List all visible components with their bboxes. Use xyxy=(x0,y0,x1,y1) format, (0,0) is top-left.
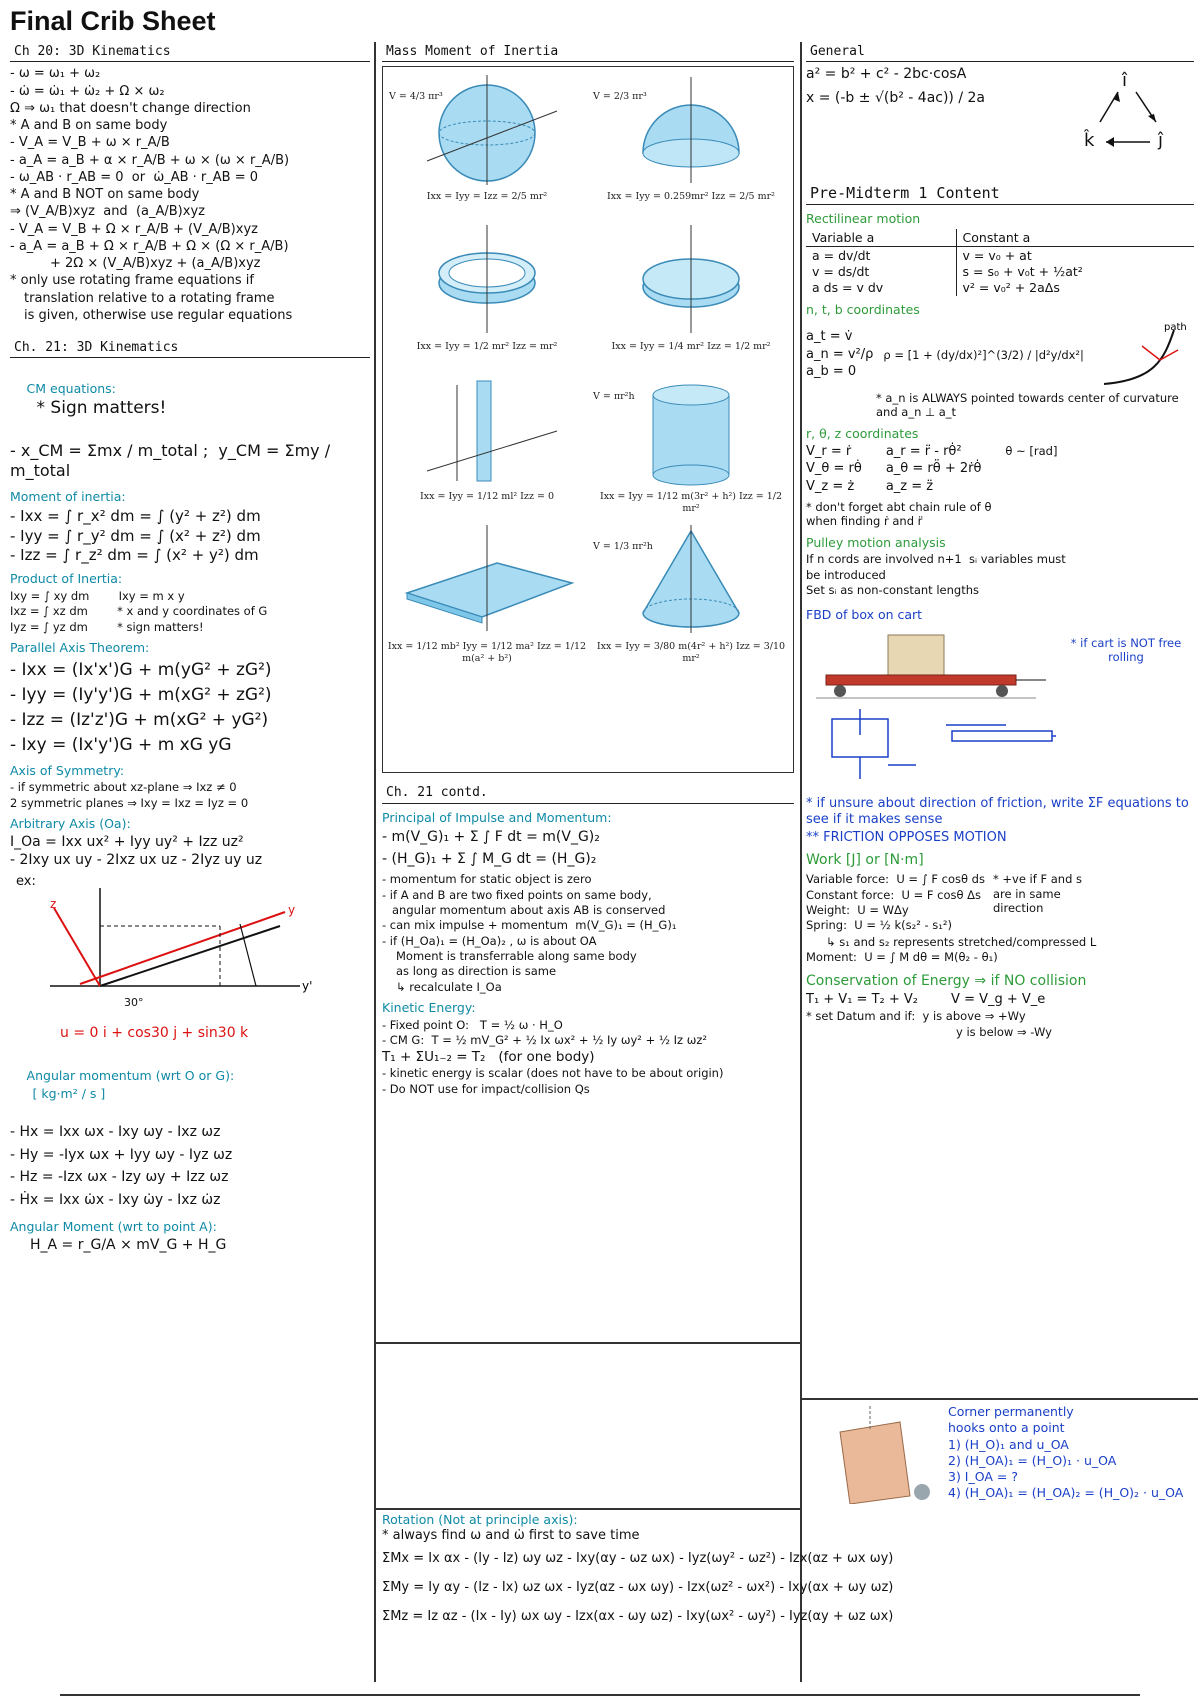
column-left xyxy=(10,44,370,1255)
column-right xyxy=(806,44,1194,1040)
pim-label: Principal of Impulse and Momentum: xyxy=(382,809,612,825)
caption-plate: Ixx = 1/12 mb² Iyy = 1/12 ma² Izz = 1/12 m(a² + b²) xyxy=(387,641,587,665)
work-line: Constant force: U = F cosθ Δs xyxy=(806,887,982,902)
pat-line: - Izz = (Iz'z')G + m(xG² + yG²) xyxy=(10,710,269,730)
angular-momentum-line: - Hy = -Iyx ωx + Iyy ωy - Iyz ωz xyxy=(10,1146,233,1163)
caption-sphere: Ixx = Iyy = Izz = 2/5 mr² xyxy=(426,191,548,203)
section-header-ch21: Ch. 21: 3D Kinematics xyxy=(10,340,370,358)
kin-line: - ω̇ = ω̇₁ + ω̇₂ + Ω × ω₂ xyxy=(10,83,165,99)
kin-line: translation relative to a rotating frame xyxy=(24,290,275,306)
kin-line: - ω = ω₁ + ω₂ xyxy=(10,66,101,82)
kin-line: - V_A = V_B + Ω × r_A/B + (V_A/B)xyz xyxy=(10,221,258,237)
corner-hook-section xyxy=(810,1404,1195,1508)
divider-col2-mid xyxy=(376,1342,800,1344)
caption-ring: Ixx = Iyy = 1/2 mr² Izz = mr² xyxy=(416,341,558,353)
pim-line: - m(V_G)₁ + Σ ∫ F dt = m(V_G)₂ xyxy=(382,829,600,846)
poi-line: Ixz = ∫ xz dm * x and y coordinates of G xyxy=(10,604,268,619)
rectilinear-table xyxy=(806,229,1194,297)
section-header-pre-midterm: Pre-Midterm 1 Content xyxy=(806,184,1194,205)
svg-text:y': y' xyxy=(302,978,313,993)
path-label: path xyxy=(1163,321,1187,333)
arbitrary-axis-line: I_Oa = Ixx ux² + Iyy uy² + Izz uz² xyxy=(10,833,244,850)
figure-disk xyxy=(591,221,791,367)
ke-label: Kinetic Energy: xyxy=(382,1000,476,1016)
ntb-line: a_n = v²/ρ xyxy=(806,346,874,362)
rtz-line: a_θ = rθ̈ + 2ṙθ̇ xyxy=(885,461,982,477)
mass-moment-figures xyxy=(382,66,794,773)
column-middle xyxy=(382,44,794,1097)
moi-line: - Izz = ∫ r_z² dm = ∫ (x² + y²) dm xyxy=(10,546,259,565)
table-cell: v² = v₀² + 2aΔs xyxy=(962,279,1060,295)
figure-ring xyxy=(387,221,587,367)
rtz-line: V_r = ṙ xyxy=(806,444,852,460)
section-header-ch21-contd: Ch. 21 contd. xyxy=(382,785,794,803)
cart-note: * if cart is NOT free rolling xyxy=(1070,636,1185,665)
pim-line: - if (H_Oa)₁ = (H_Oa)₂ , ω is about OA xyxy=(382,933,597,948)
pat-line: - Iyy = (Iy'y')G + m(xG² + zG²) xyxy=(10,684,272,705)
ke-line: T₁ + ΣU₁₋₂ = T₂ (for one body) xyxy=(382,1048,595,1065)
volume-hemisphere: V = 2/3 πr³ xyxy=(593,91,647,103)
cm-label: CM equations: xyxy=(26,380,116,396)
corner-line: 2) (H_OA)₁ = (H_O)₁ · u_OA xyxy=(948,1452,1117,1468)
friction-note: * if unsure about direction of friction, write ΣF equations to see if it makes sense xyxy=(806,796,1193,828)
example-angle: 30° xyxy=(124,995,144,1009)
angular-momentum-line: - Hz = -Izx ωx - Izy ωy + Izz ωz xyxy=(10,1169,229,1185)
pulley-line: If n cords are involved n+1 sᵢ variables must xyxy=(806,552,1066,567)
arbitrary-axis-label: Arbitrary Axis (Oa): xyxy=(10,815,131,831)
work-note: * +ve if F and s are in same direction xyxy=(992,872,1086,915)
pat-line: - Ixx = (Ix'x')G + m(yG² + zG²) xyxy=(10,659,272,680)
conservation-label: Conservation of Energy ⇒ if NO collision xyxy=(806,972,1087,989)
caption-cylinder: Ixx = Iyy = 1/12 m(3r² + h²) Izz = 1/2 mr² xyxy=(599,491,783,515)
divider-col-2 xyxy=(800,42,802,1682)
moi-line: - Ixx = ∫ r_x² dm = ∫ (y² + z²) dm xyxy=(10,506,261,525)
cm-note: * Sign matters! xyxy=(36,397,167,418)
symmetry-line: 2 symmetric planes ⇒ Ixy = Ixz = Iyz = 0 xyxy=(10,795,249,810)
fbd-diagram xyxy=(806,705,1056,795)
work-line: ↳ s₁ and s₂ represents stretched/compressed L xyxy=(826,934,1097,949)
angular-momentum-label: Angular momentum (wrt O or G): xyxy=(26,1068,235,1084)
j-hat: ĵ xyxy=(1158,130,1164,152)
volume-cone: V = 1/3 πr²h xyxy=(593,541,653,553)
corner-line: 3) I_OA = ? xyxy=(948,1469,1018,1484)
ke-line: - CM G: T = ½ mV_G² + ½ Ix ωx² + ½ Iy ωy² + ½ Iz ωz² xyxy=(382,1033,708,1048)
cycle-arrows-icon xyxy=(1084,70,1174,160)
quadratic-formula: x = (-b ± √(b² - 4ac)) / 2a xyxy=(806,89,985,106)
poi-label: Product of Inertia: xyxy=(10,571,123,587)
work-line: Weight: U = WΔy xyxy=(806,903,909,917)
axis-example-diagram xyxy=(10,874,350,1024)
rtz-line: V_θ = rθ̇ xyxy=(806,461,862,477)
divider-col3-low xyxy=(802,1398,1198,1400)
moi-label: Moment of inertia: xyxy=(10,489,126,505)
ke-line: - Fixed point O: T = ½ ω · H_O xyxy=(382,1017,563,1032)
chain-note: * don't forget abt chain rule of θ when finding ṙ and r̈ xyxy=(806,499,996,529)
arbitrary-axis-line: - 2Ixy ux uy - 2Ixz ux uz - 2Iyz uy uz xyxy=(10,852,263,868)
moi-line: - Iyy = ∫ r_y² dm = ∫ (x² + z²) dm xyxy=(10,526,261,545)
angular-momentum-units: [ kg·m² / s ] xyxy=(32,1085,106,1101)
ntb-line: a_b = 0 xyxy=(806,363,857,379)
work-line: Moment: U = ∫ M dθ = M(θ₂ - θ₁) xyxy=(806,950,998,965)
fbd-figure xyxy=(806,625,1194,795)
ke-line: - Do NOT use for impact/collision Qs xyxy=(382,1081,590,1096)
pim-line: - can mix impulse + momentum m(V_G)₁ = (H_G)₁ xyxy=(382,918,677,933)
section-header-3d-kinematics: Ch 20: 3D Kinematics xyxy=(10,44,370,62)
datum-note: * set Datum and if: y is above ⇒ +Wy xyxy=(806,1009,1026,1024)
conservation-eq: T₁ + V₁ = T₂ + V₂ V = V_g + V_e xyxy=(806,992,1046,1007)
rtz-line: a_z = z̈ xyxy=(885,478,934,494)
figure-hemisphere xyxy=(591,71,791,217)
rotation-eq-y: ΣMy = Iy αy - (Iz - Ix) ωz ωx - Iyz(αz - ωx ωy) - Izx(ωz² - ωx²) - Ixy(αx + ωy ωz) xyxy=(382,1580,894,1595)
cosine-law: a² = b² + c² - 2bc·cosA xyxy=(806,66,967,83)
pim-line: ↳ recalculate I_Oa xyxy=(396,979,502,994)
volume-sphere: V = 4/3 πr³ xyxy=(389,91,443,103)
kinematics-lines xyxy=(10,66,370,324)
caption-cone: Ixx = Iyy = 3/80 m(4r² + h²) Izz = 3/10 mr² xyxy=(596,641,786,665)
cart-diagram xyxy=(806,625,1056,705)
pim-line: as long as direction is same xyxy=(396,964,557,979)
corner-line: Corner permanently xyxy=(948,1404,1074,1419)
angular-moment-a-eq: H_A = r_G/A × mV_G + H_G xyxy=(30,1236,227,1253)
table-cell: v = ds/dt xyxy=(812,263,870,279)
corner-line: hooks onto a point xyxy=(948,1420,1065,1436)
example-figure xyxy=(10,874,370,1024)
table-cell: s = s₀ + v₀t + ½at² xyxy=(962,263,1083,279)
rtz-label: r, θ, z coordinates xyxy=(806,425,919,441)
poi-line: Iyz = ∫ yz dm * sign matters! xyxy=(10,619,204,634)
caption-rod: Ixx = Iyy = 1/12 ml² Izz = 0 xyxy=(420,491,554,503)
example-result: u = 0 i + cos30 j + sin30 k xyxy=(60,1024,249,1041)
kin-line: - a_A = a_B + Ω̇ × r_A/B + Ω × (Ω × r_A/B) xyxy=(10,238,289,254)
kin-line: * A and B on same body xyxy=(10,118,168,133)
corner-line: 4) (H_OA)₁ = (H_OA)₂ = (H_O)₂ · u_OA xyxy=(948,1485,1184,1501)
kin-line: is given, otherwise use regular equations xyxy=(24,307,293,323)
ke-line: - kinetic energy is scalar (does not have to be about origin) xyxy=(382,1066,724,1081)
rotation-section xyxy=(382,1512,1192,1625)
pim-line: - if A and B are two fixed points on same body, xyxy=(382,887,652,902)
caption-disk: Ixx = Iyy = 1/4 mr² Izz = 1/2 mr² xyxy=(611,341,771,353)
table-cell: a ds = v dv xyxy=(812,279,884,295)
kin-line: Ω ⇒ ω₁ that doesn't change direction xyxy=(10,100,251,116)
poi-line: Ixy = ∫ xy dm Ixy = m x y xyxy=(10,588,185,603)
work-line: Spring: U = ½ k(s₂² - s₁²) xyxy=(806,918,952,933)
table-cell: a = dv/dt xyxy=(812,248,871,264)
rotation-eq-x: ΣMx = Ix αx - (Iy - Iz) ωy ωz - Ixy(αy - ωz ωx) - Iyz(ωy² - ωz²) - Izx(αz + ωx ωy) xyxy=(382,1551,894,1566)
kin-line: - a_A = a_B + α × r_A/B + ω × (ω × r_A/B) xyxy=(10,152,290,168)
angular-momentum-line: - Hx = Ixx ωx - Ixy ωy - Ixz ωz xyxy=(10,1124,221,1140)
pat-line: - Ixy = (Ix'y')G + m xG yG xyxy=(10,735,232,756)
kin-line: - V_A = V_B + ω × r_A/B xyxy=(10,135,170,151)
cm-equation: - x_CM = Σmx / m_total ; y_CM = Σmy / m_total xyxy=(10,441,336,481)
pulley-line: be introduced xyxy=(806,567,886,582)
theta-unit: θ ~ [rad] xyxy=(1005,444,1058,459)
pim-line: - (H_G)₁ + Σ ∫ M_G dt = (H_G)₂ xyxy=(382,850,597,867)
rectilinear-label: Rectilinear motion xyxy=(806,211,921,226)
divider-col2-low xyxy=(376,1508,800,1510)
pim-line: - momentum for static object is zero xyxy=(382,872,592,887)
caption-hemisphere: Ixx = Iyy = 0.259mr² Izz = 2/5 mr² xyxy=(607,191,775,203)
svg-text:z: z xyxy=(50,896,57,911)
i-hat: î xyxy=(1122,70,1128,92)
rotation-eq-z: ΣMz = Iz αz - (Ix - Iy) ωx ωy - Izx(αx - ωy ωz) - Ixy(ωx² - ωy²) - Iyz(αy + ωz ωx) xyxy=(382,1609,894,1624)
kin-line: + 2Ω × (V_A/B)xyz + (a_A/B)xyz xyxy=(50,256,261,271)
ntb-section xyxy=(806,302,1194,419)
divider-col-1 xyxy=(374,42,376,1682)
work-line: Variable force: U = ∫ F cosθ ds xyxy=(806,872,985,887)
figure-cone xyxy=(591,521,791,667)
rtz-line: V_z = ż xyxy=(806,478,855,494)
datum-note-2: y is below ⇒ -Wy xyxy=(956,1024,1052,1039)
figure-plate xyxy=(387,521,587,667)
section-header-mass-moment: Mass Moment of Inertia xyxy=(382,44,794,62)
ntb-note: * a_n is ALWAYS pointed towards center of curvature and a_n ⊥ a_t xyxy=(876,390,1183,420)
figure-rod xyxy=(387,371,587,517)
table-head-constant: Constant a xyxy=(956,229,1194,247)
kin-line: ⇒ (V_A/B)xyz and (a_A/B)xyz xyxy=(10,204,205,220)
pat-label: Parallel Axis Theorem: xyxy=(10,639,150,655)
unit-vector-cycle xyxy=(1084,70,1174,160)
symmetry-line: - if symmetric about xz-plane ⇒ Ixz ≠ 0 xyxy=(10,780,237,795)
figure-sphere xyxy=(387,71,587,217)
example-label: ex: xyxy=(16,873,36,889)
rotation-note: * always find ω and ω̇ first to save time xyxy=(382,1528,640,1543)
pim-line: Moment is transferrable along same body xyxy=(396,949,637,963)
divider-bottom xyxy=(60,1694,1140,1696)
fbd-label: FBD of box on cart xyxy=(806,607,923,623)
pulley-label: Pulley motion analysis xyxy=(806,534,946,550)
page-title: Final Crib Sheet xyxy=(10,6,216,36)
symmetry-label: Axis of Symmetry: xyxy=(10,762,125,778)
ntb-label: n, t, b coordinates xyxy=(806,302,920,318)
work-label: Work [J] or [N·m] xyxy=(806,851,924,868)
table-head-variable: Variable a xyxy=(806,229,956,247)
pim-line: angular momentum about axis AB is conserved xyxy=(392,902,666,917)
rho-formula: ρ = [1 + (dy/dx)²]^(3/2) / |d²y/dx²| xyxy=(883,347,1084,362)
section-header-general: General xyxy=(806,44,1194,62)
k-hat: k̂ xyxy=(1084,130,1095,152)
volume-cylinder: V = πr²h xyxy=(593,391,635,403)
rtz-line: a_r = r̈ - rθ̇² xyxy=(885,444,962,460)
path-curve-diagram xyxy=(1094,320,1194,390)
table-cell: v = v₀ + at xyxy=(962,248,1032,264)
kin-line: * only use rotating frame equations if xyxy=(10,273,254,289)
hanging-plate-diagram xyxy=(810,1404,940,1504)
general-box xyxy=(806,66,1194,176)
friction-note-2: ** FRICTION OPPOSES MOTION xyxy=(806,829,1007,845)
kin-line: - ω_AB · r_AB = 0 or ω̇_AB · r_AB = 0 xyxy=(10,169,259,185)
ntb-line: a_t = v̇ xyxy=(806,329,853,345)
angular-moment-a-label: Angular Moment (wrt to point A): xyxy=(10,1219,217,1234)
corner-line: 1) (H_O)₁ and u_OA xyxy=(948,1436,1069,1452)
angular-momentum-line: - Ḣx = Ixx ω̇x - Ixy ω̇y - Ixz ω̇z xyxy=(10,1191,221,1208)
figure-cylinder xyxy=(591,371,791,517)
rotation-label: Rotation (Not at principle axis): xyxy=(382,1512,578,1527)
svg-text:y: y xyxy=(288,902,296,917)
pulley-line: Set sᵢ as non-constant lengths xyxy=(806,583,979,597)
kin-line: * A and B NOT on same body xyxy=(10,187,200,202)
